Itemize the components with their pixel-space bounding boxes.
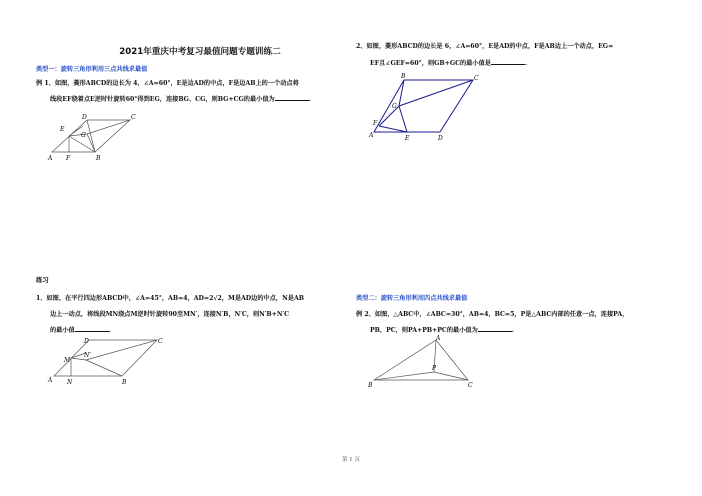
figure-3: [44, 336, 170, 390]
fig2-label-c: C: [474, 75, 479, 82]
fig3-label-d: D: [84, 338, 89, 345]
fig3-label-n-prime: N': [84, 352, 91, 359]
fig1-label-c: C: [131, 114, 136, 121]
question2-line1: 2、如图，菱形ABCD的边长是 6，∠A=60°，E是AD的中点，F是AB边上一个动点，EG=: [356, 43, 614, 50]
answer-blank: [75, 325, 109, 332]
figure-1: [42, 110, 142, 162]
fig3-label-c: C: [158, 338, 163, 345]
example1-line2: 线段EF绕着点E逆时针旋转60°得到EG，连接BG、CG，则BG+CG的最小值为 .: [50, 96, 311, 103]
practice1-line1: 1、如图，在平行四边形ABCD中，∠A=45°，AB=4，AD=2√2，M是AD边的中点，N是AB: [36, 295, 304, 302]
type2-heading: 类型二：旋转三角形利用四点共线求最值: [356, 295, 468, 302]
fig1-label-d: D: [82, 114, 87, 121]
fig2-label-a: A: [369, 132, 374, 139]
example1-line1: 例 1、如图，菱形ABCD的边长为 4，∠A=60°，E是边AD的中点，F是边AB上的一个动点将: [36, 80, 299, 87]
answer-blank: [478, 325, 512, 332]
fig1-label-g: G: [81, 132, 86, 139]
fig4-label-c: C: [468, 382, 473, 389]
page-footer: 第 1 页: [342, 457, 360, 463]
figure-4: [364, 334, 480, 392]
figure-2: [368, 72, 488, 144]
practice1-line2: 边上一动点，将线段MN绕点M逆时针旋转90至MN′，连接N′B，N′C，则N′B+N′C: [50, 311, 290, 318]
fig1-label-f: F: [66, 155, 71, 162]
fig3-label-m: M: [64, 357, 71, 364]
answer-blank: [275, 94, 309, 101]
example2-line2: PB，PC，则PA+PB+PC的最小值为 .: [370, 327, 514, 334]
fig2-label-b: B: [401, 73, 406, 80]
practice1-line3: 的最小值 .: [50, 327, 111, 334]
answer-blank: [491, 58, 525, 65]
fig3-label-n: N: [67, 379, 73, 386]
document-title: 2021年重庆中考复习最值问题专题训练二: [119, 47, 281, 57]
fig4-label-a: A: [436, 335, 441, 342]
type1-heading: 类型一：旋转三角形利用三点共线求最值: [36, 66, 148, 73]
fig4-label-p: P: [432, 365, 437, 372]
fig1-label-e: E: [60, 126, 65, 133]
fig2-label-g: G: [392, 103, 397, 110]
fig2-label-d: D: [438, 135, 443, 142]
fig2-label-e: E: [405, 135, 410, 142]
fig3-label-a: A: [48, 377, 53, 384]
question2-line2: EF且∠GEF=60°，则GB+GC的最小值是 .: [370, 60, 528, 67]
fig3-label-b: B: [122, 379, 127, 386]
fig2-label-f: F: [373, 120, 378, 127]
example2-line1: 例 2、如图，△ABC中，∠ABC=30°，AB=4，BC=5，P是△ABC内部的任意一点，连接PA，: [356, 311, 629, 318]
fig1-label-b: B: [96, 155, 101, 162]
fig4-label-b: B: [368, 382, 373, 389]
practice-heading: 练习: [36, 276, 49, 284]
fig1-label-a: A: [48, 155, 53, 162]
